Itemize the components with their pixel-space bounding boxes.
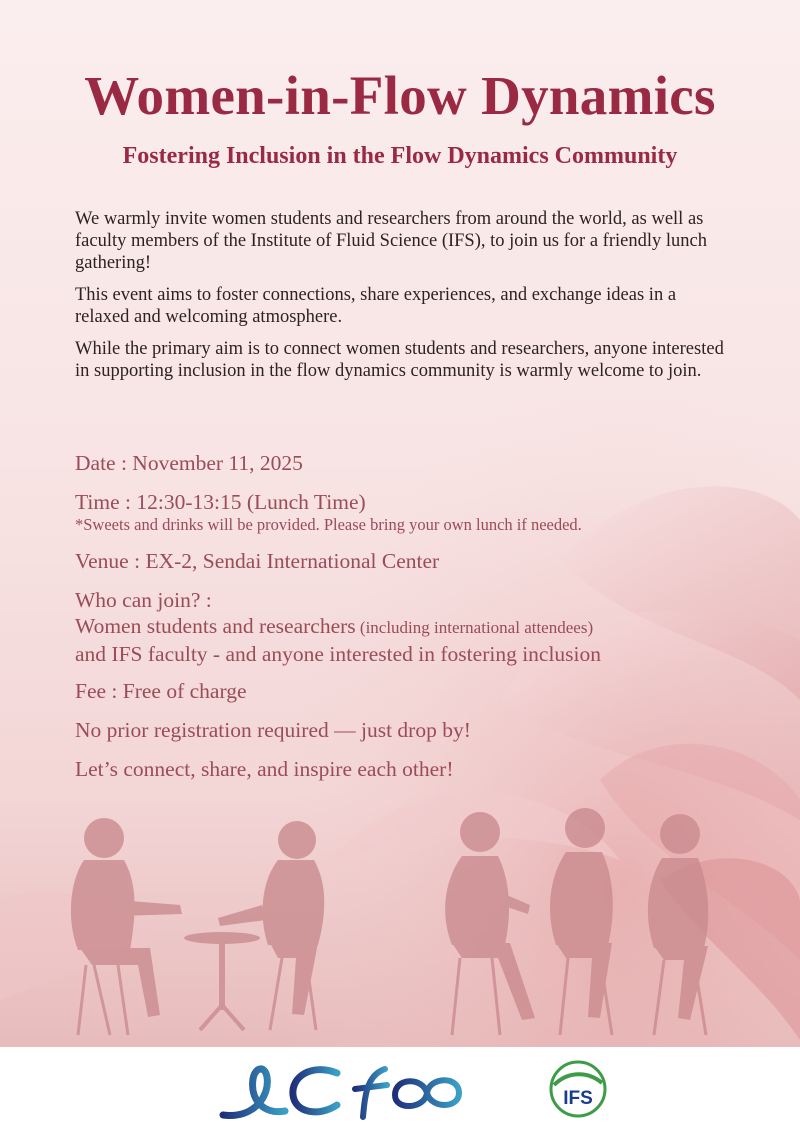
registration-note: No prior registration required — just drop by! — [75, 718, 471, 742]
footer-logo-bar — [0, 1047, 800, 1132]
ifs-logo — [548, 1057, 608, 1123]
event-time: Time : 12:30-13:15 (Lunch Time) — [75, 490, 366, 514]
intro-paragraph: We warmly invite women students and researchers from around the world, as well as faculty members of the Institute of Fluid Science (IFS), to join us for a friendly lunch gathering! — [75, 209, 707, 273]
intro-text — [75, 208, 735, 392]
who-can-join-line2: and IFS faculty - and anyone interested in fostering inclusion — [75, 642, 602, 666]
intro-paragraph: While the primary aim is to connect women students and researchers, anyone interested in supporting inclusion in the flow dynamics community is warmly welcome to join. — [75, 339, 724, 381]
event-time-note: *Sweets and drinks will be provided. Please bring your own lunch if needed. — [75, 515, 582, 534]
who-can-join — [75, 613, 765, 641]
who-can-join-note: (including international attendees) — [355, 618, 594, 637]
who-can-join-main: Women students and researchers — [75, 614, 356, 638]
icfd-logo — [215, 1055, 475, 1125]
event-details — [75, 450, 765, 782]
who-can-join-label: Who can join? : — [75, 588, 212, 612]
event-fee: Fee : Free of charge — [75, 679, 247, 703]
intro-paragraph: This event aims to foster connections, share experiences, and exchange ideas in a relaxed and welcoming atmosphere. — [75, 285, 677, 327]
event-date: Date : November 11, 2025 — [75, 451, 303, 475]
closing-message: Let’s connect, share, and inspire each other! — [75, 757, 454, 781]
poster-title: Women-in-Flow Dynamics — [84, 65, 716, 126]
event-venue: Venue : EX-2, Sendai International Center — [75, 549, 440, 573]
ifs-logo-text: IFS — [563, 1088, 593, 1109]
poster-subtitle: Fostering Inclusion in the Flow Dynamics Community — [122, 143, 678, 169]
